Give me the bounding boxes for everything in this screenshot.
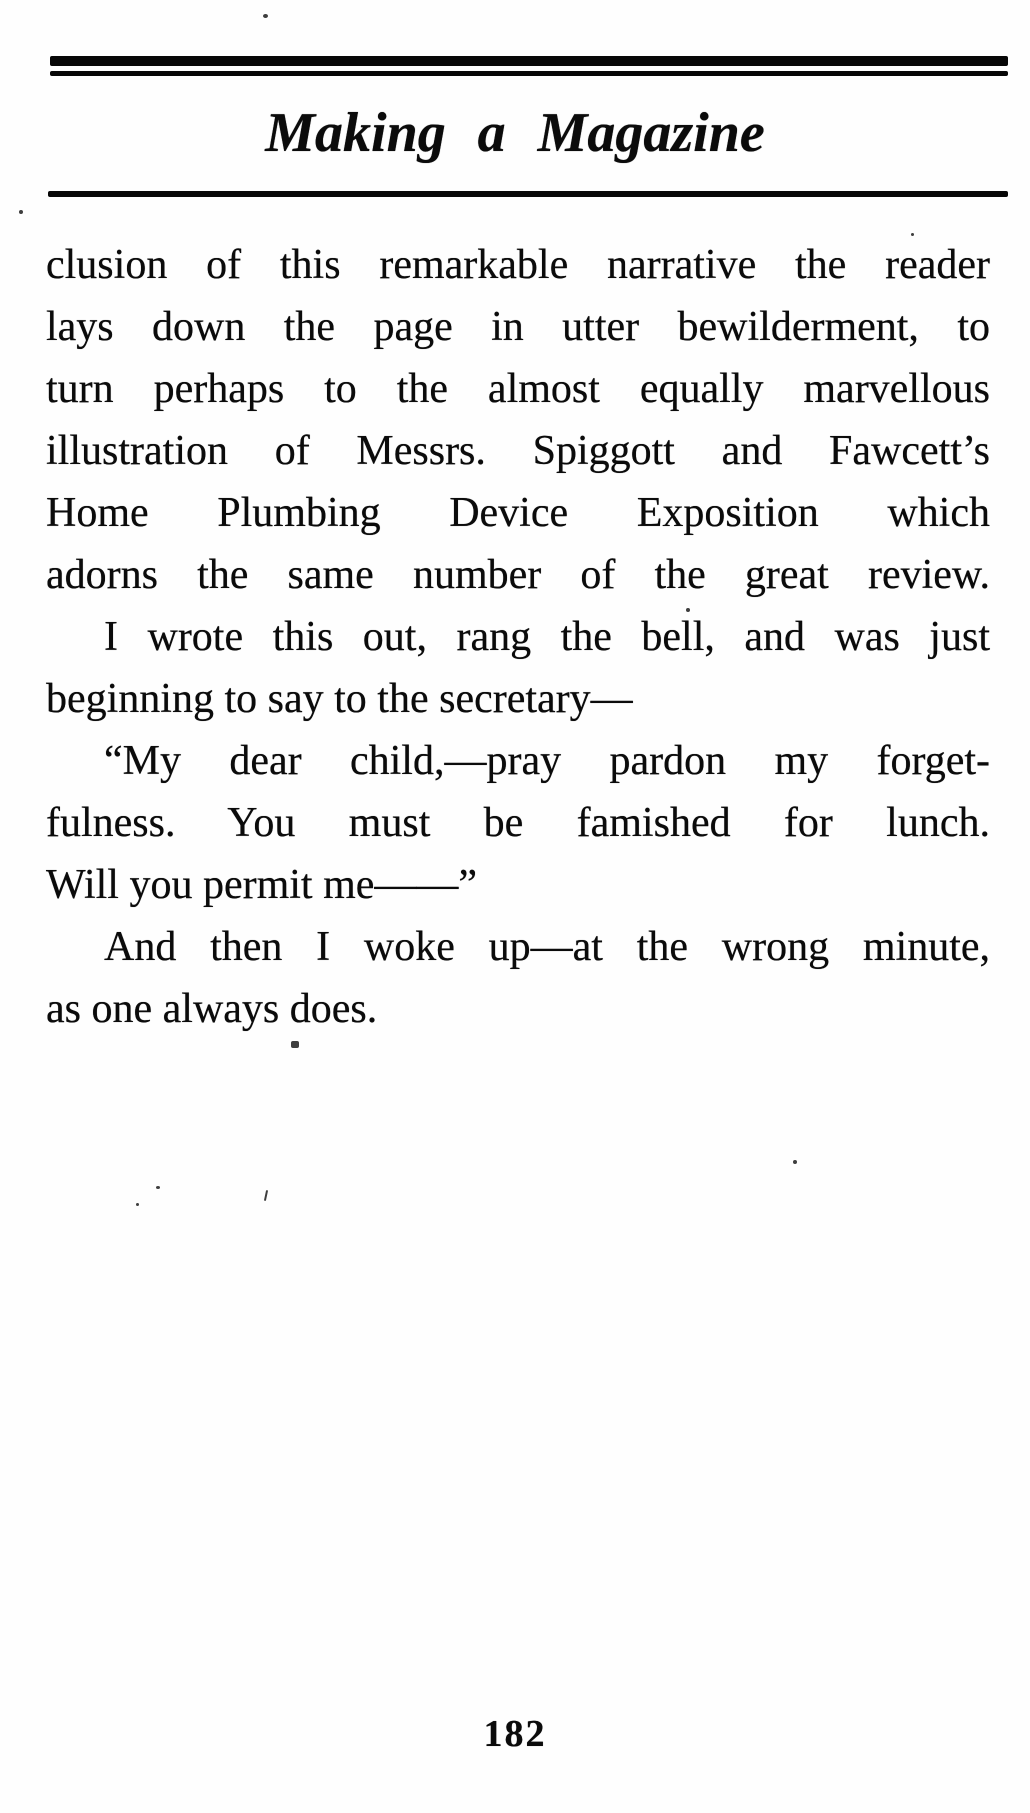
- scan-speck: [291, 1041, 299, 1048]
- page-number: 182: [483, 1713, 547, 1755]
- top-double-rule-thin: [50, 71, 1008, 76]
- text-line: Home Plumbing Device Exposition which: [46, 490, 990, 536]
- scan-speck: [156, 1186, 160, 1189]
- text-line: as one always does.: [46, 986, 378, 1032]
- scan-speck: [264, 1190, 268, 1201]
- scan-speck: [136, 1203, 139, 1206]
- text-line: Will you permit me——”: [46, 862, 478, 908]
- title-underline-rule: [48, 191, 1008, 197]
- text-line: I wrote this out, rang the bell, and was just: [104, 614, 990, 660]
- text-line: And then I woke up—at the wrong minute,: [104, 924, 990, 970]
- text-line: lays down the page in utter bewilderment, to: [46, 304, 990, 350]
- scan-speck: [263, 14, 268, 18]
- text-line: clusion of this remarkable narrative the reader: [46, 242, 990, 288]
- text-line: fulness. You must be famished for lunch.: [46, 800, 990, 846]
- top-double-rule-thick: [50, 56, 1008, 66]
- text-line: turn perhaps to the almost equally marvellous: [46, 366, 990, 412]
- running-head-title: Making a Magazine: [265, 102, 765, 164]
- scan-speck: [911, 233, 914, 236]
- scan-speck: [686, 608, 690, 612]
- scan-speck: [19, 210, 23, 214]
- text-line: beginning to say to the secretary—: [46, 676, 633, 722]
- text-line: adorns the same number of the great review.: [46, 552, 990, 598]
- text-line: “My dear child,—pray pardon my forget-: [104, 738, 990, 784]
- scan-speck: [793, 1160, 797, 1164]
- body-text: [46, 234, 990, 1040]
- text-line: illustration of Messrs. Spiggott and Fawcett’s: [46, 428, 990, 474]
